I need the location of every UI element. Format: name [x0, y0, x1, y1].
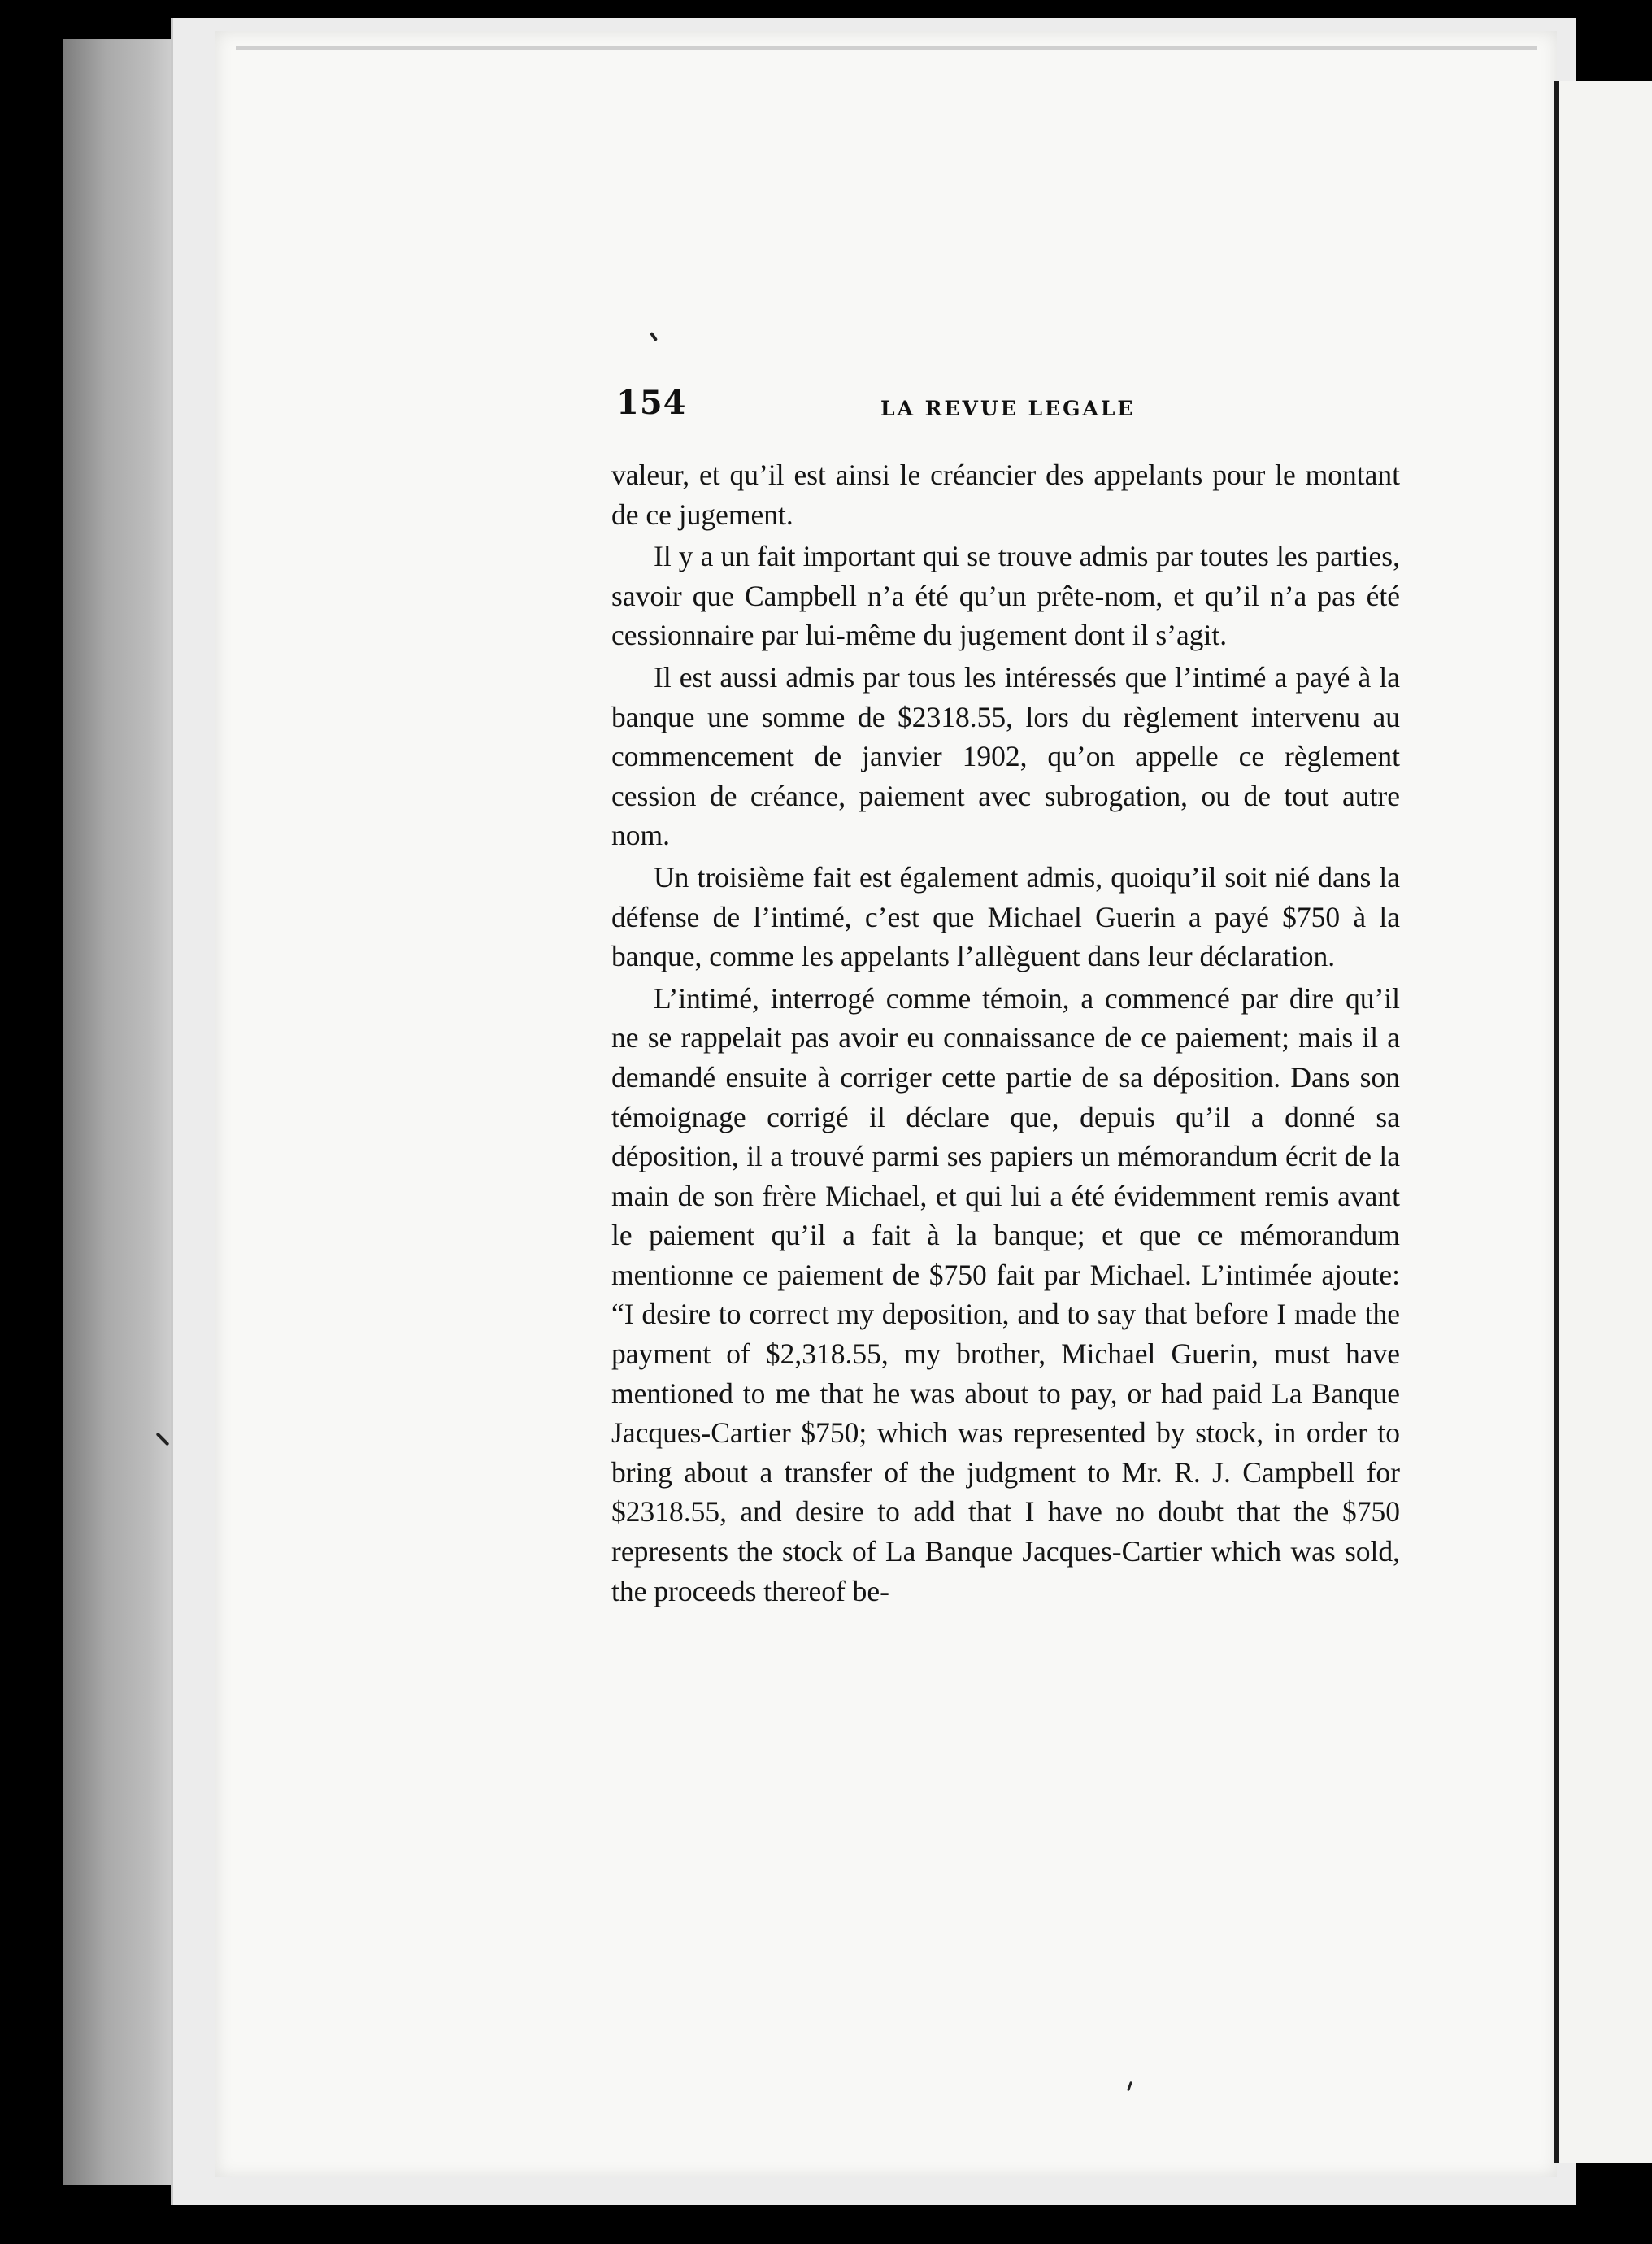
paragraph: Il est aussi admis par tous les intéressés que l’intimé a payé à la banque une somme de $2318.55, lors du règlement intervenu au commencement de janvier 1902, qu’on appelle ce règlement cession de créance, paiement avec subrogation, ou de tout autre nom.	[611, 660, 1400, 852]
page-top-edge	[236, 46, 1537, 50]
body-text	[611, 455, 1400, 1613]
paragraph: L’intimé, interrogé comme témoin, a commencé par dire qu’il ne se rappelait pas avoir eu connaissance de ce paiement; mais il a demandé ensuite à corriger cette partie de sa déposition. Dans son témoignage corrigé il déclare que, depuis qu’il a donné sa déposition, il a trouvé parmi ses papiers un mémorandum écrit de la main de son frère Michael, et qui lui a été évidemment remis avant le paiement qu’il a fait à la banque; et que ce mémorandum mentionne ce paiement de $750 fait par Michael. L’intimée ajoute: “I desire to correct my deposition, and to say that before I made the payment of $2,318.55, my brother, Michael Guerin, must have mentioned to me that he was about to pay, or had paid La Banque Jacques-Cartier $750; which was represented by stock, in order to bring about a transfer of the judgment to Mr. R. J. Campbell for $2318.55, and desire to add that I have no doubt that the $750 represents the stock of La Banque Jacques-Cartier which was sold, the proceeds thereof be-	[611, 981, 1400, 1607]
adjacent-page-edge	[1554, 81, 1652, 2163]
page-header	[616, 384, 1413, 433]
paragraph: valeur, et qu’il est ainsi le créancier des appelants pour le montant de ce jugement.	[611, 459, 1400, 531]
running-title: LA REVUE LEGALE	[880, 397, 1136, 420]
paragraph: Un troisième fait est également admis, quoiqu’il soit nié dans la défense de l’intimé, c’est que Michael Guerin a payé $750 à la banque, comme les appelants l’allèguent dans leur déclaration.	[611, 860, 1400, 973]
book-spine	[63, 39, 185, 2185]
paragraph: Il y a un fait important qui se trouve admis par toutes les parties, savoir que Campbell n’a été qu’un prête-nom, et qu’il n’a pas été cessionnaire par lui-même du jugement dont il s’agit.	[611, 540, 1400, 652]
page-number: 154	[616, 384, 687, 422]
